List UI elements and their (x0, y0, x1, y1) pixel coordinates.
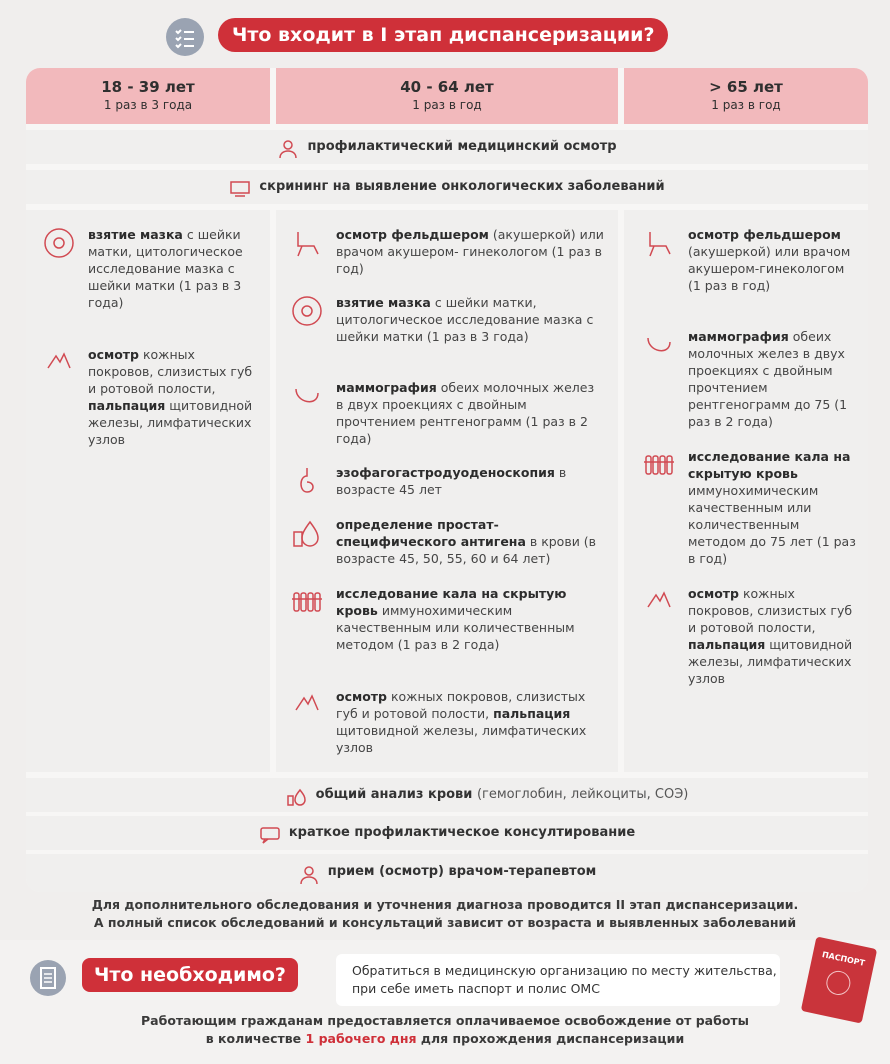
row-therapist (26, 854, 868, 892)
row-screening (26, 170, 868, 204)
item-text: с шейки матки, цитологическое исследование мазка с шейки матки (1 раз в 3 года) (88, 227, 243, 310)
item-text: кожных покровов, слизистых губ и ротовой полости, (688, 586, 853, 635)
item-text: иммунохимическим качественным или количественным методом до 75 лет (1 раз в год) (688, 483, 856, 566)
hand-icon (42, 346, 76, 380)
item-text: иммунохимическим качественным или количественным методом (1 раз в 2 года) (336, 603, 575, 652)
page-title: Что входит в I этап диспансеризации? (218, 18, 668, 52)
doctor-icon (277, 138, 299, 156)
item-text: кожных покровов, слизистых губ и ротовой полости, (336, 689, 586, 721)
list-item (688, 448, 856, 567)
passport-label: ПАСПОРТ (821, 950, 866, 968)
item-text: в возрасте 45 лет (336, 465, 567, 497)
item-text: (акушеркой) или врачом акушером- гинекологом (1 раз в год) (336, 227, 604, 276)
item-bold: взятие мазка (336, 295, 431, 310)
row-medical-exam (26, 130, 868, 164)
item-bold: эзофагогастродуоденоскопия (336, 465, 555, 480)
note-line: Работающим гражданам предоставляется оплачиваемое освобождение от работы (141, 1013, 749, 1028)
column-header-40-64 (276, 68, 618, 124)
item-bold: пальпация (493, 706, 571, 721)
item-bold: исследование кала на скрытую кровь (336, 586, 567, 618)
monitor-icon (229, 178, 251, 196)
item-bold: исследование кала на скрытую кровь (688, 449, 851, 481)
hand-icon (290, 688, 324, 722)
stage-two-note (0, 896, 890, 932)
note-line: Для дополнительного обследования и уточнения диагноза проводится II этап диспансеризации. (91, 897, 799, 912)
column-frequency: 1 раз в год (412, 98, 482, 112)
row-label: профилактический медицинский осмотр (307, 139, 617, 154)
test-tubes-icon (642, 448, 676, 482)
row-blood-test (26, 778, 868, 812)
list-item (336, 379, 604, 447)
list-item (336, 294, 604, 345)
row-label: скрининг на выявление онкологических заболеваний (259, 179, 665, 194)
doctor-icon (298, 863, 320, 881)
column-header-65-plus (624, 68, 868, 124)
list-item (688, 585, 856, 687)
cell-icon (42, 226, 76, 260)
requirements-section (0, 940, 890, 1064)
note-text: для прохождения диспансеризации (420, 1031, 685, 1046)
chair-icon (642, 226, 676, 260)
row-consultation (26, 816, 868, 850)
breast-icon (642, 328, 676, 362)
highlight-text: 1 рабочего дня (305, 1031, 417, 1046)
item-text: в крови (в возрасте 45, 50, 55, 60 и 64 лет) (336, 534, 597, 566)
item-bold: осмотр (88, 347, 139, 362)
item-bold: пальпация (688, 637, 766, 652)
blood-drop-icon (290, 516, 324, 550)
list-item (88, 346, 258, 448)
column-title: 40 - 64 лет (400, 78, 494, 96)
item-bold: взятие мазка (88, 227, 183, 242)
item-bold: маммография (336, 380, 437, 395)
endoscope-icon (290, 464, 324, 498)
list-item (688, 226, 856, 294)
note-line: А полный список обследований и консультаций зависит от возраста и выявленных заболеваний (93, 915, 797, 930)
row-label-note: (гемоглобин, лейкоциты, СОЭ) (476, 787, 689, 802)
column-frequency: 1 раз в 3 года (103, 98, 193, 112)
item-text: обеих молочных желез в двух проекциях с двойным прочтением рентгенограмм (1 раз в 2 года) (336, 380, 595, 446)
item-text: щитовидной железы, лимфатических узлов (336, 723, 587, 755)
stage-table (26, 68, 868, 892)
chat-icon (259, 824, 281, 842)
test-tubes-icon (290, 585, 324, 619)
list-item (336, 516, 604, 567)
item-bold: осмотр (336, 689, 387, 704)
item-text: обеих молочных желез в двух проекциях с двойным прочтением рентгенограмм до 75 (1 раз в 2 года) (688, 329, 848, 429)
item-bold: пальпация (88, 398, 166, 413)
column-frequency: 1 раз в год (711, 98, 781, 112)
passport-image (801, 936, 877, 1023)
item-bold: осмотр фельдшером (688, 227, 841, 242)
item-text: щитовидной железы, лимфатических узлов (88, 398, 253, 447)
item-text: с шейки матки, цитологическое исследование мазка с шейки матки (1 раз в 3 года) (336, 295, 594, 344)
cell-icon (290, 294, 324, 328)
list-item (88, 226, 258, 311)
list-item (336, 585, 604, 653)
item-bold: осмотр фельдшером (336, 227, 489, 242)
work-leave-note (0, 1012, 890, 1048)
item-text: (акушеркой) или врачом акушером-гинекологом (1 раз в год) (688, 244, 851, 293)
column-title: > 65 лет (709, 78, 783, 96)
hand-icon (642, 585, 676, 619)
checklist-icon (166, 18, 204, 56)
item-bold: определение простат-специфического антигена (336, 517, 526, 549)
row-label: прием (осмотр) врачом-терапевтом (327, 864, 597, 879)
item-bold: маммография (688, 329, 789, 344)
list-item (336, 464, 604, 498)
item-text: щитовидной железы, лимфатических узлов (688, 637, 853, 686)
column-title: 18 - 39 лет (101, 78, 195, 96)
requirements-title: Что необходимо? (82, 958, 298, 992)
list-item (336, 226, 604, 277)
row-label: краткое профилактическое консултирование (288, 825, 636, 840)
chair-icon (290, 226, 324, 260)
blood-drop-icon (286, 786, 308, 804)
item-bold: осмотр (688, 586, 739, 601)
list-item (688, 328, 856, 430)
emblem-icon (824, 969, 852, 997)
requirements-box: Обратиться в медицинскую организацию по месту жительства, при себе иметь паспорт и полис ОМС (336, 954, 780, 1006)
header (0, 0, 890, 68)
document-icon (30, 960, 66, 996)
note-line (0, 1030, 890, 1048)
item-text: кожных покровов, слизистых губ и ротовой полости, (88, 347, 253, 396)
row-label: общий анализ крови (315, 787, 473, 802)
list-item (336, 688, 604, 756)
note-text: в количестве (205, 1031, 302, 1046)
column-header-18-39 (26, 68, 270, 124)
breast-icon (290, 379, 324, 413)
